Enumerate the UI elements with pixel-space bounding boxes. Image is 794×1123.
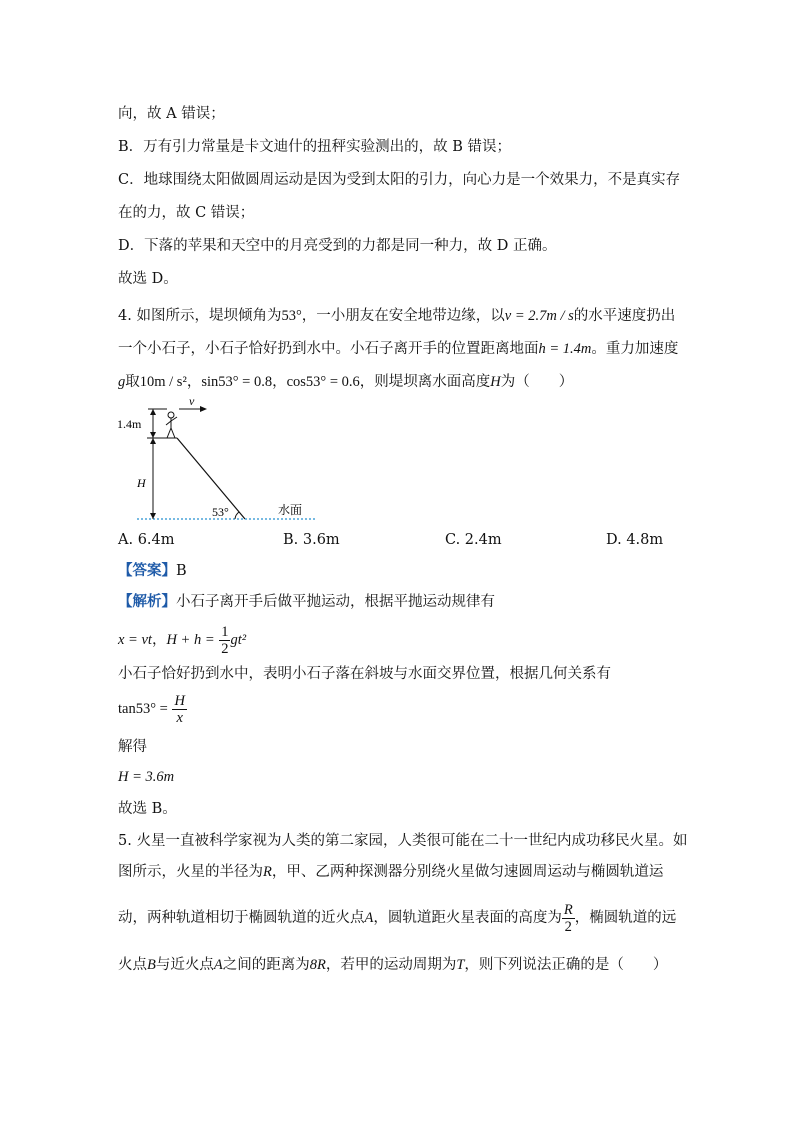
fraction-numerator: H: [174, 692, 185, 709]
text: 图所示，火星的半径为: [118, 864, 263, 880]
angle-arc: [235, 512, 239, 519]
height-expr: h = 1.4m: [538, 341, 592, 357]
text-line: D．下落的苹果和天空中的月亮受到的力都是同一种力，故 D 正确。: [118, 238, 557, 254]
text: ，若甲的运动周期为: [325, 957, 457, 973]
text-line: B．万有引力常量是卡文迪什的扭秤实验测出的，故 B 错误；: [118, 139, 512, 155]
text: ，圆轨道距火星表面的高度为: [373, 910, 562, 926]
question-4-line-3: [118, 372, 573, 392]
angle-label: 53°: [212, 505, 229, 519]
fraction: [562, 902, 575, 935]
text: ，一小朋友在安全地带边缘，以: [301, 308, 505, 324]
sin-expr: sin53° = 0.8: [201, 374, 273, 390]
water-label: 水面: [278, 503, 303, 517]
question-4-line-1: [118, 306, 675, 326]
option-c: C. 2.4m: [445, 532, 502, 548]
slope-line: [177, 438, 245, 519]
solve-label: 解得: [118, 739, 147, 755]
text: 火点: [118, 957, 147, 973]
angle-value: 53°: [281, 308, 302, 324]
equation-text: x = vt: [118, 632, 152, 648]
text: 。重力加速度: [591, 341, 679, 357]
text: ，则堤坝离水面高度: [359, 374, 491, 390]
question-5-line-1: 5. 火星一直被科学家视为人类的第二家园，人类很可能在二十一世纪内成功移民火星。如: [118, 833, 688, 849]
fraction-denominator: x: [176, 709, 183, 726]
velocity-expr: v = 2.7m / s: [504, 308, 574, 324]
height-label: 1.4m: [117, 417, 142, 431]
arrow-down-icon: [150, 432, 156, 438]
answer-value: B: [176, 563, 187, 579]
arrow-right-icon: [200, 406, 207, 412]
equation-text: tan53° =: [118, 701, 168, 717]
period-symbol: T: [456, 957, 465, 973]
analysis-text-2: 小石子恰好扔到水中，表明小石子落在斜坡与水面交界位置，根据几何关系有: [118, 666, 611, 682]
equation-text: ，: [151, 632, 167, 648]
text: 为（ ）: [500, 374, 574, 390]
equation-1: [118, 620, 246, 660]
text: 取: [125, 374, 140, 390]
cos-expr: cos53° = 0.6: [286, 374, 360, 390]
arrow-down-icon: [150, 513, 156, 519]
analysis-line: [118, 592, 495, 612]
text: ，: [186, 374, 202, 390]
text: 动，两种轨道相切于椭圆轨道的近火点: [118, 910, 365, 926]
text: ，则下列说法正确的是（ ）: [464, 957, 668, 973]
option-d: D. 4.8m: [606, 532, 664, 548]
text-line: 向，故 A 错误；: [118, 106, 225, 122]
text: ，椭圆轨道的远: [574, 910, 677, 926]
fraction: [219, 624, 230, 657]
question-5-line-3: [118, 898, 676, 938]
radius-symbol: R: [263, 864, 272, 880]
arrow-up-icon: [150, 438, 156, 444]
choose-line: 故选 B。: [118, 801, 177, 817]
child-figure-icon: [166, 412, 177, 438]
analysis-text: 小石子离开手后做平抛运动，根据平抛运动规律有: [176, 594, 495, 610]
fraction-numerator: 1: [221, 623, 229, 640]
fraction-denominator: 2: [221, 640, 229, 657]
fraction-numerator: R: [563, 901, 573, 918]
equation-text: gt²: [230, 632, 247, 648]
gravity-value: 10m / s²: [139, 374, 187, 390]
text: 与近火点: [155, 957, 214, 973]
answer-line: [118, 561, 187, 581]
point-symbol: A: [364, 910, 374, 926]
point-symbol: B: [147, 957, 156, 973]
velocity-label: v: [189, 395, 195, 408]
text: 一个小石子，小石子恰好扔到水中。小石子离开手的位置距离地面: [118, 341, 539, 357]
analysis-tag: 【解析】: [118, 593, 176, 610]
dam-diagram: [115, 395, 325, 530]
text: 之间的距离为: [222, 957, 310, 973]
question-4-line-2: [118, 339, 678, 359]
dam-height-label: H: [137, 476, 146, 490]
equation-2: [118, 689, 187, 729]
option-a: A. 6.4m: [118, 532, 175, 548]
question-5-line-2: [118, 862, 663, 882]
answer-tag: 【答案】: [118, 562, 176, 579]
text: 4. 如图所示，堤坝倾角为: [118, 308, 282, 324]
result-line: [118, 767, 174, 787]
text: ，甲、乙两种探测器分别绕火星做匀速圆周运动与椭圆轨道运: [271, 864, 664, 880]
text: 的水平速度扔出: [573, 308, 676, 324]
fraction-denominator: 2: [564, 918, 572, 935]
arrow-up-icon: [150, 409, 156, 415]
distance-value: 8R: [309, 957, 326, 973]
text: ，: [272, 374, 287, 390]
text-line: 在的力，故 C 错误；: [118, 205, 255, 221]
text-line: C．地球围绕太阳做圆周运动是因为受到太阳的引力，向心力是一个效果力，不是真实存: [118, 172, 681, 188]
result-value: H = 3.6m: [118, 769, 175, 785]
fraction: [172, 693, 186, 726]
height-symbol: H: [490, 374, 501, 390]
equation-text: H + h =: [166, 632, 215, 648]
point-symbol: A: [213, 957, 223, 973]
question-5-line-4: [118, 955, 667, 975]
text-line: 故选 D。: [118, 271, 178, 287]
option-b: B. 3.6m: [283, 532, 340, 548]
gravity-symbol: g: [118, 374, 126, 390]
